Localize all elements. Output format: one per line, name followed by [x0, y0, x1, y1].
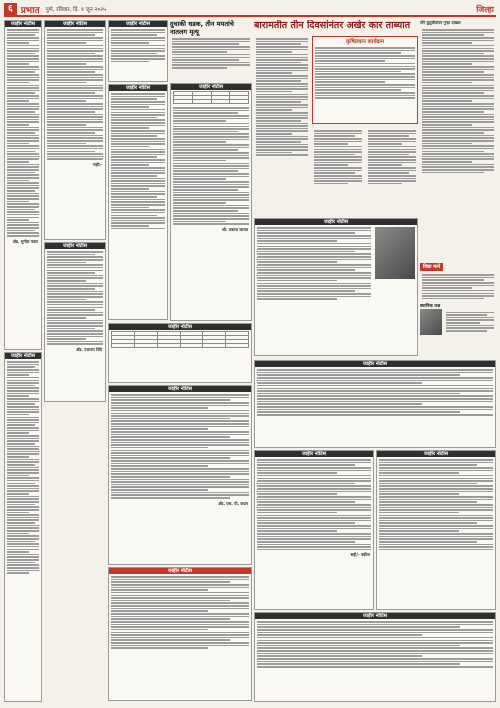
notice-heading: जाहीर नोटीस	[255, 219, 417, 225]
story-headline-right: मोरे कुटुंबीयांवर गुन्हा दाखल	[420, 20, 461, 25]
column-a	[4, 20, 42, 705]
notice-a1	[4, 20, 42, 350]
notice-b1	[44, 20, 106, 240]
person-photo	[420, 309, 442, 335]
notice-signature: सही/-	[93, 162, 102, 168]
notice-heading: जाहीर नोटीस	[5, 353, 41, 359]
notice-signature: अ‍ॅड. दत्तात्रय शिंदे	[76, 347, 102, 353]
notice-signature: सही/- वकील	[350, 552, 370, 558]
notice-signature: श्री. प्रकाश जाधव	[222, 226, 248, 232]
notice-r2	[254, 450, 374, 610]
notice-l1	[108, 323, 252, 383]
notice-signature: अ‍ॅड. एस. पी. कदम	[218, 500, 248, 506]
notice-c1	[108, 20, 168, 82]
column-right-top	[420, 20, 496, 250]
story-headline: दुचाकी धडक, तीन मयतांचे नातलग मृत्यू	[170, 20, 234, 36]
notice-l3	[108, 567, 252, 701]
notice-heading: जाहीर नोटीस	[109, 568, 251, 574]
notice-heading: जाहीर नोटीस	[255, 361, 495, 367]
brand-name: प्रभात	[20, 5, 40, 16]
notice-heading: जाहीर नोटीस	[109, 324, 251, 330]
main-story-col1	[254, 36, 310, 216]
main-headline: बारामतीत तीन दिवसांनंतर अखेर कार ताब्यात	[254, 20, 411, 31]
notice-heading: जाहीर नोटीस	[5, 21, 41, 27]
notice-heading: जाहीर नोटीस	[109, 21, 167, 27]
agriculture-box	[312, 36, 418, 126]
local-story-subheading: स्थानिक प्रश्न	[420, 304, 441, 310]
notice-heading: जाहीर नोटीस	[45, 243, 105, 249]
main-story-col3	[366, 128, 418, 218]
notice-heading: जाहीर नोटिस	[45, 21, 105, 27]
local-story-heading: विद्या माने	[420, 263, 443, 271]
column-c	[108, 20, 168, 320]
page-number: ६	[4, 3, 17, 15]
column-d	[170, 83, 252, 323]
masthead-bar	[4, 3, 496, 17]
main-story-col2	[312, 128, 364, 218]
notice-heading: जाहीर नोटिस	[109, 85, 167, 91]
notice-table	[173, 91, 249, 104]
notice-b2	[44, 242, 106, 402]
main-headline-block	[254, 20, 418, 34]
notice-heading: जाहीर नोटीस	[377, 451, 495, 457]
notice-heading: जाहीर नोटीस	[171, 84, 251, 90]
newspaper-page	[4, 3, 496, 705]
notice-r1	[254, 360, 496, 448]
story-middle-banner	[170, 20, 252, 82]
agriculture-heading: कृषिप्रधान कार्यक्रम	[345, 39, 385, 45]
notice-r4	[254, 612, 496, 702]
lower-right-notices	[254, 360, 496, 705]
notice-signature: अ‍ॅड. सुनील पवार	[12, 238, 38, 244]
notice-heading: जाहीर नोटिस	[109, 386, 251, 392]
agriculture-frame	[312, 36, 418, 124]
notice-d1	[170, 83, 252, 321]
lower-center-notices	[108, 323, 252, 705]
column-b	[44, 20, 106, 705]
notice-l2	[108, 385, 252, 565]
notice-heading: जाहीर नोटिस	[255, 613, 495, 619]
notice-table	[111, 331, 249, 348]
middle-notices	[254, 218, 418, 358]
district-label: जिल्हा	[476, 5, 494, 14]
date-line: पुणे, रविवार, दि. १ जून २०२५	[45, 7, 106, 13]
notice-heading: जाहीर नोटिस	[255, 451, 373, 457]
notice-a2	[4, 352, 42, 702]
local-story	[420, 253, 496, 363]
notice-c2	[108, 84, 168, 320]
person-photo	[375, 227, 415, 279]
notice-m1	[254, 218, 418, 356]
notice-r3	[376, 450, 496, 610]
